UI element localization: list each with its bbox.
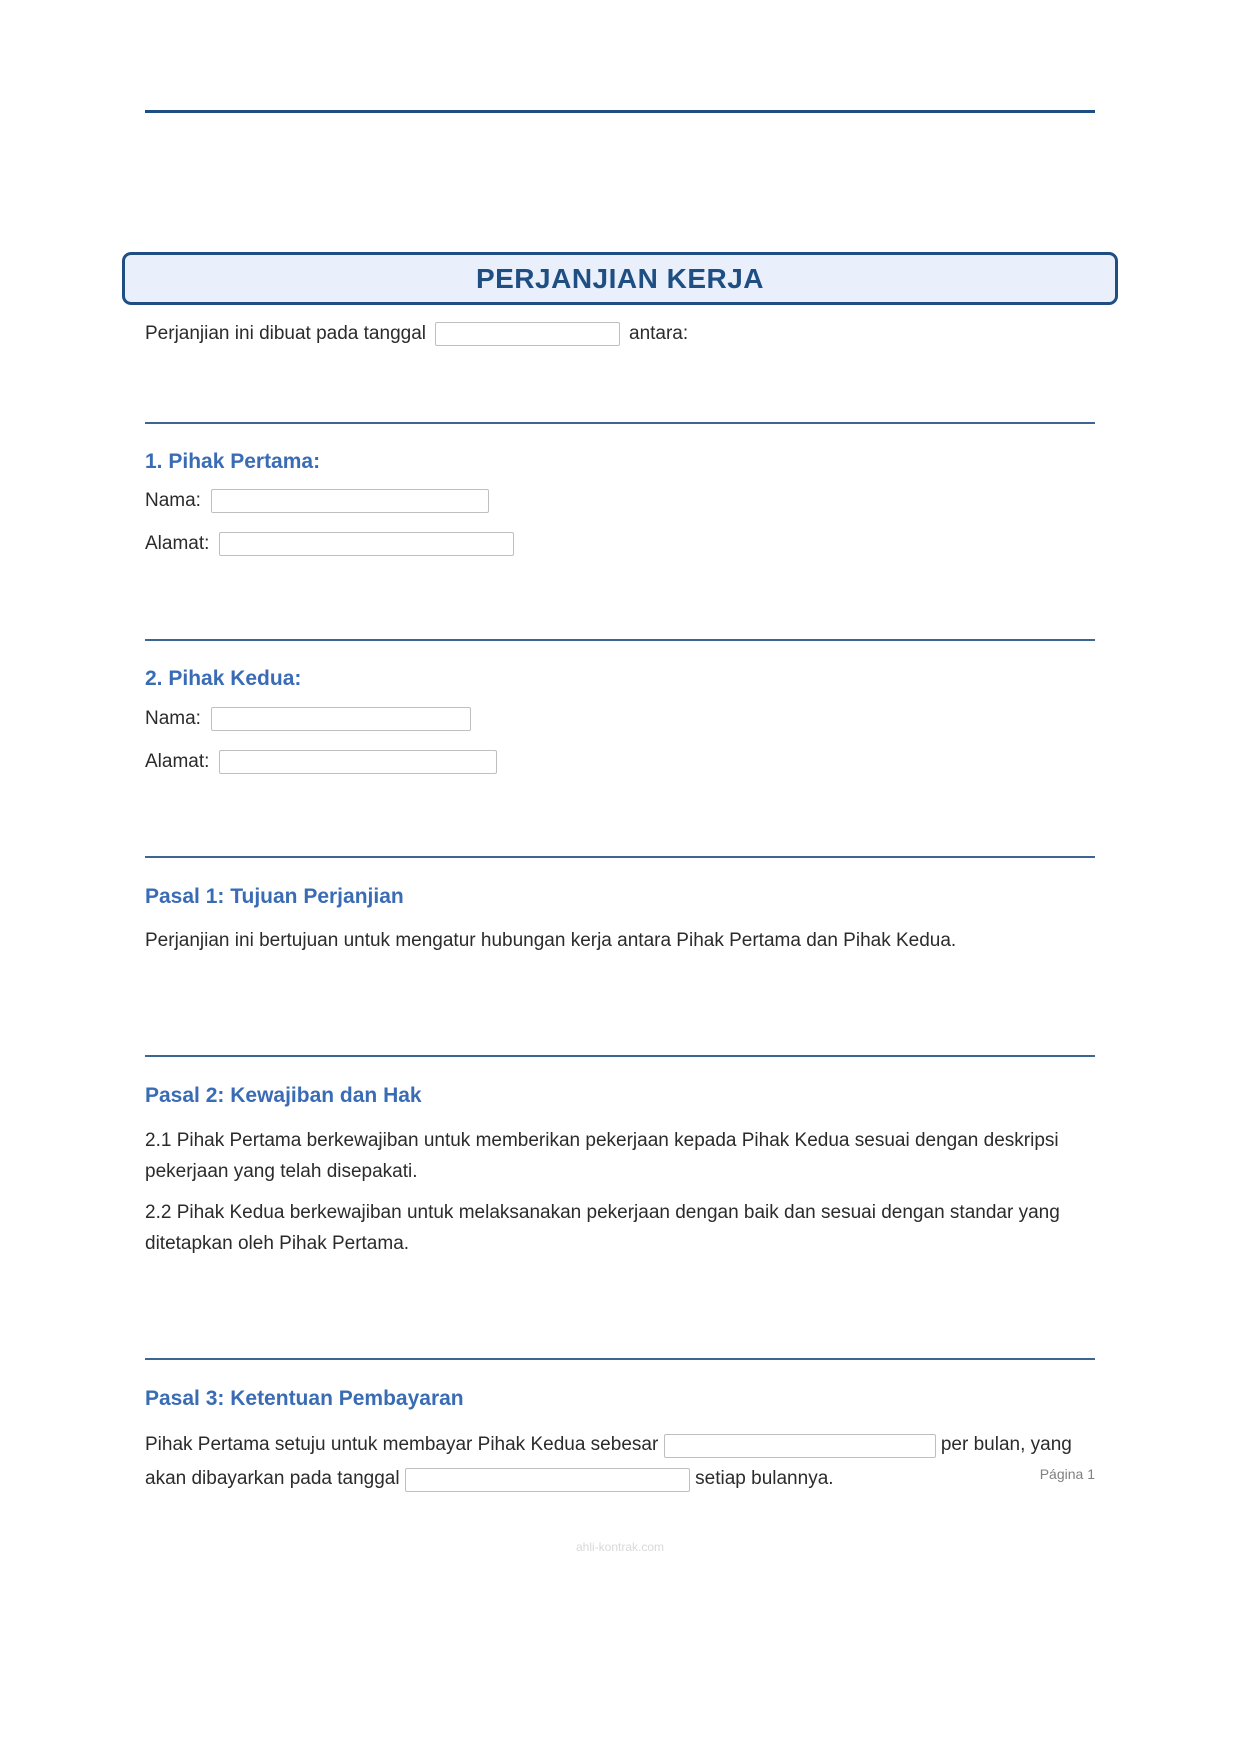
party-1-alamat-label: Alamat: (145, 533, 210, 554)
payment-text-part-2: per bulan, yang akan dibayarkan pada tanggal (145, 1434, 1072, 1489)
payment-text-part-1: Pihak Pertama setuju untuk membayar Pihak Kedua sebesar (145, 1434, 659, 1455)
party-1-alamat-row (145, 532, 514, 556)
document-title-banner (122, 252, 1118, 305)
party-1-nama-row (145, 489, 489, 513)
intro-text-before: Perjanjian ini dibuat pada tanggal (145, 323, 426, 344)
pasal-2-rule (145, 1055, 1095, 1057)
party-2-heading: 2. Pihak Kedua: (145, 667, 302, 690)
header-rule (145, 110, 1095, 113)
pasal-2-heading: Pasal 2: Kewajiban dan Hak (145, 1084, 422, 1107)
party-2-nama-label: Nama: (145, 708, 201, 729)
party-1-nama-input[interactable] (211, 489, 489, 513)
party-2-alamat-input[interactable] (219, 750, 497, 774)
pasal-2-paragraph-1: 2.1 Pihak Pertama berkewajiban untuk memberikan pekerjaan kepada Pihak Kedua sesuai dengan deskripsi pekerjaan yang telah disepakati. (145, 1130, 1059, 1182)
footer-watermark: ahli-kontrak.com (575, 1540, 665, 1554)
pasal-3-rule (145, 1358, 1095, 1360)
party-2-nama-row (145, 707, 471, 731)
pasal-3-heading: Pasal 3: Ketentuan Pembayaran (145, 1387, 464, 1410)
pasal-1-rule (145, 856, 1095, 858)
party-2-nama-input[interactable] (211, 707, 471, 731)
pasal-3-payment-paragraph (145, 1428, 1095, 1496)
payment-text-part-3: setiap bulannya. (695, 1468, 834, 1489)
party-1-nama-label: Nama: (145, 490, 201, 511)
page-title: PERJANJIAN KERJA (475, 262, 765, 294)
intro-text-after: antara: (629, 323, 689, 344)
intro-line (145, 322, 688, 346)
party-2-rule (145, 639, 1095, 641)
party-2-alamat-label: Alamat: (145, 751, 210, 772)
payment-amount-input[interactable] (664, 1434, 936, 1458)
agreement-date-input[interactable] (435, 322, 620, 346)
party-1-heading: 1. Pihak Pertama: (145, 450, 321, 473)
party-1-rule (145, 422, 1095, 424)
pasal-1-heading: Pasal 1: Tujuan Perjanjian (145, 885, 404, 908)
pasal-2-paragraph-2: 2.2 Pihak Kedua berkewajiban untuk melaksanakan pekerjaan dengan baik dan sesuai dengan standar yang ditetapkan oleh Pihak Pertama. (145, 1202, 1060, 1254)
footer-page-number: Página 1 (1039, 1466, 1095, 1482)
payment-date-input[interactable] (405, 1468, 690, 1492)
pasal-1-paragraph: Perjanjian ini bertujuan untuk mengatur hubungan kerja antara Pihak Pertama dan Pihak Kedua. (145, 930, 957, 951)
party-2-alamat-row (145, 750, 497, 774)
party-1-alamat-input[interactable] (219, 532, 514, 556)
